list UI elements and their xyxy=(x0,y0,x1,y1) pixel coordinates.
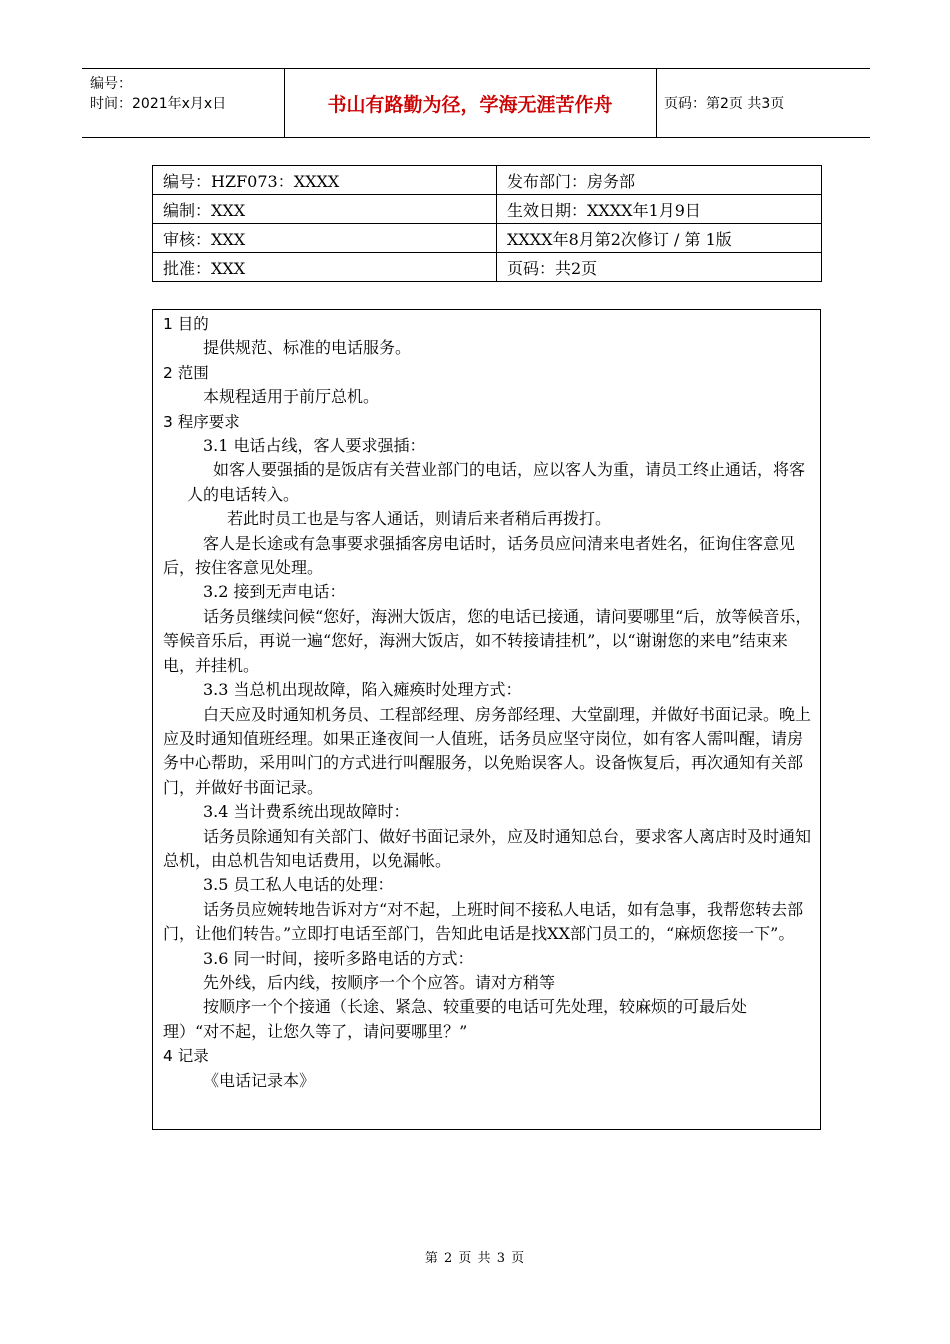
subsection-heading: 3.2 接到无声电话： xyxy=(203,582,346,602)
meta-cell: 编号：HZF073：XXXX xyxy=(153,166,497,195)
paragraph: 按顺序一个个接通（长途、紧急、较重要的电话可先处理，较麻烦的可最后处理）“对不起，让您久等了，请问要哪里？” xyxy=(163,997,748,1041)
document-meta-table xyxy=(152,165,822,282)
paragraph: 话务员除通知有关部门、做好书面记录外，应及时通知总台，要求客人离店时及时通知总机，由总机告知电话费用，以免漏帐。 xyxy=(163,826,812,870)
meta-cell: 审核：XXX xyxy=(153,224,497,253)
paragraph: 若此时员工也是与客人通话，则请后来者稍后再拨打。 xyxy=(227,509,612,529)
meta-cell: 生效日期：XXXX年1月9日 xyxy=(497,195,822,224)
table-row xyxy=(153,253,822,282)
page-footer: 第 2 页 共 3 页 xyxy=(424,1251,526,1266)
subsection-heading: 3.1 电话占线，客人要求强插： xyxy=(203,436,426,456)
section-heading: 3 程序要求 xyxy=(163,412,240,431)
header-time-label: 时间：2021年x月x日 xyxy=(90,96,227,112)
table-row xyxy=(153,166,822,195)
paragraph: 如客人要强插的是饭店有关营业部门的电话，应以客人为重，请员工终止通话，将客人的电话转入。 xyxy=(187,460,806,504)
table-row xyxy=(153,195,822,224)
table-row xyxy=(153,224,822,253)
meta-cell: 页码：共2页 xyxy=(497,253,822,282)
meta-cell: 发布部门：房务部 xyxy=(497,166,822,195)
subsection-heading: 3.3 当总机出现故障，陷入瘫痪时处理方式： xyxy=(203,680,522,700)
procedure-content xyxy=(163,312,813,1093)
header-number-label: 编号： xyxy=(90,76,132,92)
subsection-heading: 3.6 同一时间，接听多路电话的方式： xyxy=(203,948,474,968)
subsection-heading: 3.5 员工私人电话的处理： xyxy=(203,875,394,895)
header-page-info: 页码：第2页 共3页 xyxy=(664,96,785,112)
paragraph: 《电话记录本》 xyxy=(203,1070,316,1090)
section-heading: 4 记录 xyxy=(163,1047,209,1066)
header-left xyxy=(90,74,226,114)
paragraph: 提供规范、标准的电话服务。 xyxy=(203,338,412,358)
meta-cell: XXXX年8月第2次修订 / 第 1版 xyxy=(497,224,822,253)
paragraph: 白天应及时通知机务员、工程部经理、房务部经理、大堂副理，并做好书面记录。晚上应及时通知值班经理。如果正逢夜间一人值班，话务员应坚守岗位，如有客人需叫醒，请房务中心帮助，采用叫门的方式进行叫醒服务，以免贻误客人。设备恢复后，再次通知有关部门，并做好书面记录。 xyxy=(163,704,812,797)
page-header xyxy=(82,68,870,138)
section-heading: 1 目的 xyxy=(163,315,209,333)
subsection-heading: 3.4 当计费系统出现故障时： xyxy=(203,802,410,822)
paragraph: 本规程适用于前厅总机。 xyxy=(203,387,380,407)
paragraph: 话务员应婉转地告诉对方“对不起，上班时间不接私人电话，如有急事，我帮您转去部门，让他们转告。”立即打电话至部门，告知此电话是找XX部门员工的，“麻烦您接一下”。 xyxy=(163,899,804,944)
meta-cell: 编制：XXX xyxy=(153,195,497,224)
header-motto: 书山有路勤为径，学海无涯苦作舟 xyxy=(327,93,613,116)
paragraph: 先外线，后内线，按顺序一个个应答。请对方稍等 xyxy=(203,972,556,992)
section-heading: 2 范围 xyxy=(163,363,209,382)
meta-cell: 批准：XXX xyxy=(153,253,497,282)
procedure-body xyxy=(152,309,821,1130)
paragraph: 话务员继续问候“您好，海洲大饭店，您的电话已接通，请问要哪里“后，放等候音乐，等候音乐后，再说一遍“您好，海洲大饭店，如不转接请挂机”，以“谢谢您的来电”结束来电，并挂机。 xyxy=(163,606,812,675)
header-divider xyxy=(656,69,657,137)
paragraph: 客人是长途或有急事要求强插客房电话时，话务员应问清来电者姓名，征询住客意见后，按住客意见处理。 xyxy=(163,533,796,578)
